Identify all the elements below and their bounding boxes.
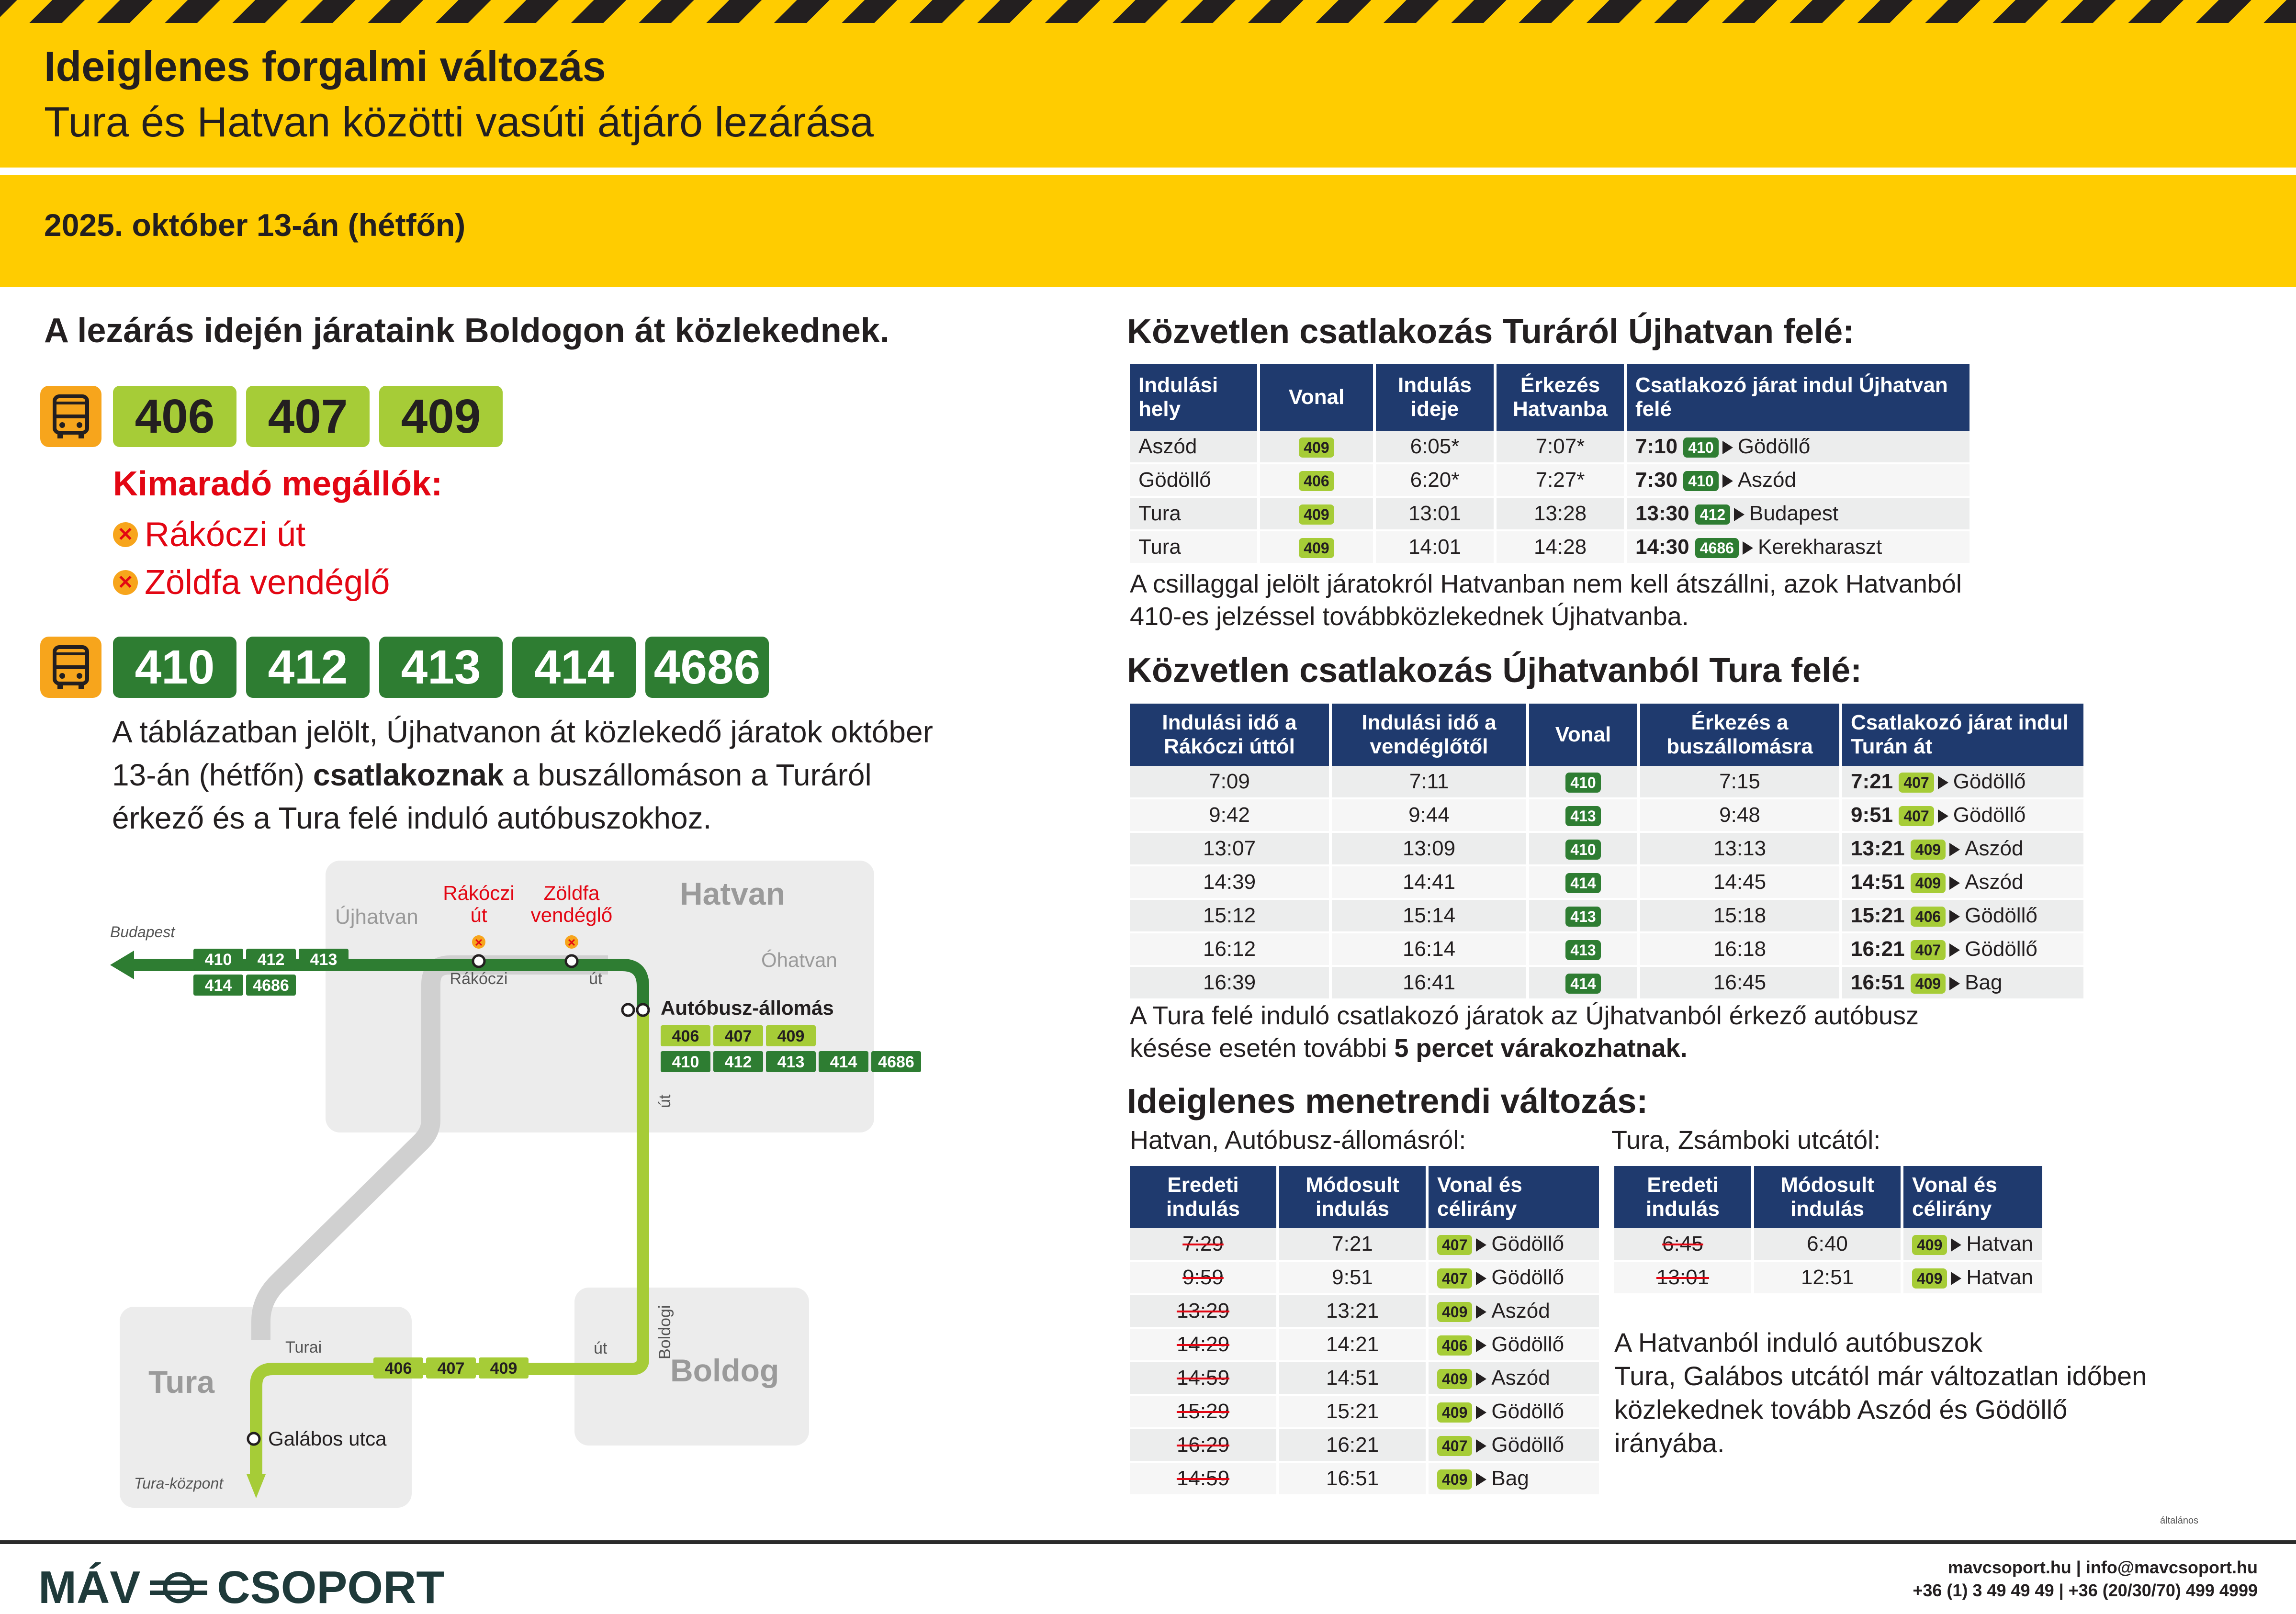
original-time: 9:59 (1182, 1266, 1224, 1289)
route-line-label: 406 (384, 1359, 412, 1378)
cell: 15:21 (1278, 1395, 1427, 1428)
col-header: Érkezés Hatvanba (1495, 364, 1625, 431)
page-subtitle: Tura és Hatvan közötti vasúti átjáró lezárása (44, 98, 874, 146)
cell: Aszód (1130, 431, 1259, 463)
line-badge: 409 (1912, 1268, 1947, 1289)
cell-dest: Gödöllő (1737, 435, 1811, 458)
cell: 14:45 (1639, 865, 1841, 899)
note-line: késése esetén további (1130, 1034, 1395, 1063)
line-badge: 410 (1683, 471, 1718, 491)
cell: 7:15 (1639, 766, 1841, 798)
street-label: út (656, 1094, 674, 1108)
cell-time: 7:10 (1635, 435, 1678, 458)
cell: 14:51 (1278, 1361, 1427, 1395)
table2-title: Közvetlen csatlakozás Újhatvanból Tura felé: (1127, 651, 1862, 690)
cell-dest: Bag (1491, 1467, 1529, 1490)
street-label: Turai (285, 1338, 322, 1356)
cell-dest: Gödöllő (1965, 937, 2037, 961)
cell: 16:51 (1278, 1462, 1427, 1495)
cell: Gödöllő (1130, 463, 1259, 497)
cell: 13:09 (1330, 832, 1528, 865)
line-badge: 413 (1565, 940, 1600, 960)
cell-time: 13:21 (1851, 837, 1905, 860)
svg-text:✕: ✕ (474, 937, 484, 949)
col-header: Vonal (1259, 364, 1374, 431)
cell-dest: Aszód (1737, 468, 1796, 492)
cell-dest: Budapest (1749, 502, 1839, 525)
original-time: 6:45 (1662, 1232, 1703, 1255)
street-label: út (589, 970, 603, 988)
label-galabos: Galábos utca (268, 1427, 387, 1450)
line-badge: 410 (1565, 840, 1600, 860)
col-header: Vonal és célirány (1902, 1166, 2044, 1228)
street-label: Rákóczi (450, 970, 508, 988)
cell-dest: Gödöllő (1491, 1433, 1564, 1457)
line-badge: 407 (1899, 773, 1934, 793)
line-badge: 406 (1911, 907, 1946, 927)
paragraph-text: A táblázatban jelölt, Újhatvanon át közlekedő járatok október 13-án (hétfőn) (112, 715, 933, 792)
bus-icon (40, 637, 101, 698)
station-line-label: 406 (672, 1027, 699, 1045)
arrow-icon (1938, 776, 1948, 789)
cell-time: 16:51 (1851, 971, 1905, 994)
doc-tag: általános (2160, 1515, 2199, 1526)
line-badge: 406 (1299, 471, 1334, 491)
table3-right-caption: Tura, Zsámboki utcától: (1611, 1126, 1881, 1154)
cell-dest: Gödöllő (1965, 904, 2037, 927)
label-tura-kozpont: Tura-központ (134, 1475, 224, 1492)
line-badge: 412 (1695, 504, 1730, 525)
bus-icon (40, 386, 101, 447)
original-time: 14:59 (1176, 1467, 1230, 1490)
label-hatvan: Hatvan (680, 876, 786, 911)
line-badge: 407 (1437, 1436, 1472, 1456)
svg-text:✕: ✕ (567, 937, 576, 949)
arrow-icon (1722, 474, 1733, 488)
line-badge: 414 (1565, 873, 1600, 893)
cell-dest: Bag (1965, 971, 2003, 994)
arrow-icon (1476, 1339, 1486, 1352)
original-time: 14:59 (1176, 1366, 1230, 1390)
station-line-label: 409 (777, 1027, 805, 1045)
cell: 7:09 (1130, 766, 1330, 798)
cancel-icon: ✕ (113, 570, 138, 595)
line-badge: 407 (1899, 806, 1934, 826)
cell: 9:44 (1330, 798, 1528, 832)
cell-dest: Gödöllő (1953, 770, 2026, 793)
col-header: Vonal (1528, 704, 1639, 766)
line-chip-409: 409 (379, 386, 503, 447)
cell: 6:20* (1374, 463, 1495, 497)
arrow-icon (1949, 943, 1960, 957)
table1 (1130, 364, 1972, 565)
line-chip-412: 412 (246, 637, 370, 698)
line-badge: 409 (1437, 1469, 1472, 1490)
arrow-icon (1476, 1439, 1486, 1453)
original-time: 15:29 (1176, 1400, 1230, 1423)
arrow-icon (1476, 1272, 1486, 1285)
cell: Tura (1130, 530, 1259, 564)
cell-time: 7:30 (1635, 468, 1678, 492)
line-badge: 409 (1437, 1402, 1472, 1423)
label-budapest: Budapest (110, 923, 175, 941)
cell: 13:13 (1639, 832, 1841, 865)
arrow-icon (1476, 1238, 1486, 1252)
table3-left-caption: Hatvan, Autóbusz-állomásról: (1130, 1126, 1466, 1154)
station-line-label: 410 (672, 1053, 699, 1071)
footer-divider (0, 1540, 2296, 1544)
arrow-icon (1722, 441, 1733, 454)
skipped-stop (113, 563, 390, 602)
cell-dest: Gödöllő (1491, 1232, 1564, 1255)
station-line-label: 4686 (878, 1053, 914, 1071)
route-line-label: 410 (204, 951, 232, 969)
table1-title: Közvetlen csatlakozás Turáról Újhatvan felé: (1127, 313, 1855, 351)
line-badge: 410 (1683, 437, 1718, 458)
line-badge: 409 (1299, 504, 1334, 525)
mav-logo (38, 1561, 444, 1614)
table3-left (1130, 1166, 1602, 1496)
cell: 13:07 (1130, 832, 1330, 865)
label-rakoczi-stop: út (470, 904, 487, 926)
table-row (1130, 1328, 1600, 1361)
table-row (1130, 798, 2085, 832)
connection-paragraph (112, 710, 955, 840)
label-rakoczi-stop: Rákóczi (443, 882, 515, 904)
station-line-label: 407 (724, 1027, 752, 1045)
col-header: Csatlakozó járat indul Turán át (1841, 704, 2085, 766)
cell-dest: Gödöllő (1491, 1266, 1564, 1289)
cell: 6:05* (1374, 431, 1495, 463)
logo-text: MÁV (38, 1562, 141, 1613)
line-badge: 406 (1437, 1335, 1472, 1356)
cell-time: 14:51 (1851, 870, 1905, 894)
route-line-label: 407 (437, 1359, 465, 1378)
arrow-icon (1949, 876, 1960, 890)
line-badge: 413 (1565, 806, 1600, 826)
table-row (1130, 497, 1971, 530)
route-line-label: 412 (257, 951, 285, 969)
note-line: A csillaggal jelölt járatokról Hatvanban nem kell átszállni, azok Hatvanból (1130, 570, 1962, 598)
route-line-label: 413 (310, 951, 338, 969)
table-row (1130, 1261, 1600, 1294)
table2-note (1130, 999, 1919, 1065)
line-badge: 409 (1911, 873, 1946, 893)
cell: 7:07* (1495, 431, 1625, 463)
cell-time: 9:51 (1851, 803, 1893, 827)
table-row (1130, 431, 1971, 463)
cell-dest: Hatvan (1966, 1266, 2033, 1289)
table-row (1130, 932, 2085, 966)
contact-phone: +36 (1) 3 49 49 49 | +36 (20/30/70) 499 4999 (1913, 1580, 2258, 1600)
street-label: út (594, 1339, 608, 1357)
original-time: 13:01 (1656, 1266, 1710, 1289)
logo-text: CSOPORT (217, 1562, 445, 1613)
line-chip-414: 414 (512, 637, 636, 698)
cell-time: 15:21 (1851, 904, 1905, 927)
cell-dest: Gödöllő (1491, 1333, 1564, 1356)
line-badge: 409 (1299, 437, 1334, 458)
contact-web[interactable]: mavcsoport.hu | info@mavcsoport.hu (1947, 1558, 2258, 1577)
line-badge: 4686 (1695, 538, 1739, 558)
cell-time: 14:30 (1635, 535, 1689, 559)
station-line-label: 413 (777, 1053, 805, 1071)
arrow-icon (1476, 1473, 1486, 1486)
table3-right (1614, 1166, 2045, 1295)
cell-dest: Hatvan (1966, 1232, 2033, 1255)
col-header: Indulási idő a vendéglőtől (1330, 704, 1528, 766)
left-title: A lezárás idején járataink Boldogon át közlekednek. (44, 312, 889, 350)
cell-dest: Kerekharaszt (1757, 535, 1882, 559)
original-time: 16:29 (1176, 1433, 1230, 1457)
arrow-icon (1949, 910, 1960, 923)
col-header: Módosult indulás (1278, 1166, 1427, 1228)
cell: 16:18 (1639, 932, 1841, 966)
line-badge: 409 (1911, 974, 1946, 994)
cell: 16:39 (1130, 966, 1330, 999)
line-chip-4686: 4686 (645, 637, 769, 698)
line-badge: 409 (1437, 1369, 1472, 1389)
cell: 14:01 (1374, 530, 1495, 564)
cancel-icon: ✕ (113, 522, 138, 547)
line-chip-407: 407 (246, 386, 370, 447)
cell: 9:42 (1130, 798, 1330, 832)
label-ujhatvan: Újhatvan (335, 905, 418, 929)
cell-time: 13:30 (1635, 502, 1689, 525)
original-time: 7:29 (1182, 1232, 1224, 1255)
cell-dest: Gödöllő (1491, 1400, 1564, 1423)
stop-zoldfa (566, 955, 577, 967)
table-row (1130, 1294, 1600, 1328)
col-header: Indulás ideje (1374, 364, 1495, 431)
col-header: Indulási hely (1130, 364, 1259, 431)
arrow-icon (1743, 541, 1753, 555)
line-badge: 413 (1565, 907, 1600, 927)
table-row (1614, 1228, 2044, 1261)
cell: 7:21 (1278, 1228, 1427, 1261)
note-emphasis: 5 percet várakozhatnak. (1394, 1034, 1688, 1063)
line-chip-413: 413 (379, 637, 503, 698)
table-row (1130, 463, 1971, 497)
table-row (1614, 1261, 2044, 1294)
table-row (1130, 1462, 1600, 1495)
cell: 15:14 (1330, 899, 1528, 932)
cell: 15:18 (1639, 899, 1841, 932)
line-badge: 409 (1911, 840, 1946, 860)
route-line-label: 409 (490, 1359, 518, 1378)
stop-station-b (637, 1004, 649, 1016)
arrow-icon (1476, 1372, 1486, 1386)
table-row (1130, 766, 2085, 798)
line-badge: 409 (1437, 1302, 1472, 1322)
skipped-stop (113, 515, 305, 554)
table-row (1130, 865, 2085, 899)
cell: 7:11 (1330, 766, 1528, 798)
cell: 14:21 (1278, 1328, 1427, 1361)
arrow-icon (1951, 1238, 1961, 1252)
cell: 16:45 (1639, 966, 1841, 999)
table-row (1130, 899, 2085, 932)
arrow-icon (1476, 1406, 1486, 1419)
table3-note (1614, 1326, 2147, 1460)
cell: 7:27* (1495, 463, 1625, 497)
cell: 16:41 (1330, 966, 1528, 999)
table1-note (1130, 568, 1962, 633)
date-label: 2025. október 13-án (hétfőn) (44, 207, 466, 243)
note-line: A Tura felé induló csatlakozó járatok az Újhatvanból érkező autóbusz (1130, 1001, 1919, 1030)
route-map (96, 852, 938, 1522)
cell: 14:41 (1330, 865, 1528, 899)
label-zoldfa-stop: vendéglő (530, 904, 613, 926)
label-station: Autóbusz-állomás (661, 997, 834, 1019)
table3-title: Ideiglenes menetrendi változás: (1127, 1082, 1648, 1121)
route-line-label: 4686 (253, 976, 289, 995)
stop-galabos (248, 1433, 259, 1445)
note-line: irányába. (1614, 1428, 1725, 1458)
station-line-label: 412 (724, 1053, 752, 1071)
table-row (1130, 966, 2085, 999)
col-header: Módosult indulás (1753, 1166, 1902, 1228)
col-header: Vonal és célirány (1427, 1166, 1600, 1228)
line-badge: 409 (1299, 538, 1334, 558)
label-tura: Tura (148, 1364, 215, 1400)
line-chip-410: 410 (113, 637, 236, 698)
arrow-icon (1949, 977, 1960, 990)
label-boldog: Boldog (670, 1353, 779, 1388)
street-label: Boldogi (656, 1305, 674, 1359)
table-row (1130, 530, 1971, 564)
note-line: Tura, Galábos utcától már változatlan időben (1614, 1361, 2147, 1391)
paragraph-emphasis: csatlakoznak (313, 758, 504, 792)
arrow-icon (1949, 843, 1960, 856)
cell: 16:14 (1330, 932, 1528, 966)
skipped-stops-label: Kimaradó megállók: (113, 465, 443, 503)
note-line: A Hatvanból induló autóbuszok (1614, 1327, 1982, 1357)
label-zoldfa-stop: Zöldfa (543, 882, 600, 904)
arrow-icon (1734, 508, 1745, 521)
cell: 13:28 (1495, 497, 1625, 530)
cell: 14:39 (1130, 865, 1330, 899)
hazard-stripes (0, 0, 2296, 23)
line-badge: 407 (1437, 1268, 1472, 1289)
stop-rakoczi (473, 955, 484, 967)
budapest-arrow (110, 951, 134, 979)
cell-dest: Aszód (1491, 1299, 1550, 1323)
route-line-label: 414 (204, 976, 232, 995)
cell-dest: Aszód (1491, 1366, 1550, 1390)
line-badge: 409 (1912, 1235, 1947, 1255)
note-line: 410-es jelzéssel továbbközlekednek Újhatvanba. (1130, 602, 1689, 631)
table-row (1130, 1228, 1600, 1261)
cell: 12:51 (1753, 1261, 1902, 1294)
cell: 6:40 (1753, 1228, 1902, 1261)
col-header: Csatlakozó járat indul Újhatvan felé (1625, 364, 1971, 431)
line-badge: 407 (1911, 940, 1946, 960)
cell: 13:21 (1278, 1294, 1427, 1328)
cell-time: 16:21 (1851, 937, 1905, 961)
cell: Tura (1130, 497, 1259, 530)
cell: 15:12 (1130, 899, 1330, 932)
line-badge: 414 (1565, 974, 1600, 994)
paragraph-text: a buszállomáson a Turáról érkező és a Tura felé induló autóbuszokhoz. (112, 758, 872, 835)
cell: 14:28 (1495, 530, 1625, 564)
note-line: közlekednek tovább Aszód és Gödöllő (1614, 1394, 2068, 1424)
header-divider (0, 168, 2296, 175)
logo-mark-icon (150, 1571, 207, 1604)
cell-time: 7:21 (1851, 770, 1893, 793)
cell: 13:01 (1374, 497, 1495, 530)
cell: 9:48 (1639, 798, 1841, 832)
cell: 9:51 (1278, 1261, 1427, 1294)
cell-dest: Gödöllő (1953, 803, 2026, 827)
col-header: Érkezés a buszállomásra (1639, 704, 1841, 766)
cell-dest: Aszód (1965, 837, 2024, 860)
line-badge: 410 (1565, 773, 1600, 793)
arrow-icon (1938, 809, 1948, 823)
label-ohatvan: Óhatvan (761, 949, 837, 971)
skipped-stop-name: Zöldfa vendéglő (145, 563, 390, 602)
page-title: Ideiglenes forgalmi változás (44, 43, 606, 90)
cell: 16:12 (1130, 932, 1330, 966)
stop-station-a (622, 1004, 634, 1016)
cell: 16:21 (1278, 1428, 1427, 1462)
table-row (1130, 1395, 1600, 1428)
line-badge: 407 (1437, 1235, 1472, 1255)
table-row (1130, 1361, 1600, 1395)
col-header: Eredeti indulás (1130, 1166, 1278, 1228)
arrow-icon (1476, 1305, 1486, 1319)
original-time: 13:29 (1176, 1299, 1230, 1323)
table2 (1130, 704, 2086, 1000)
original-time: 14:29 (1176, 1333, 1230, 1356)
cell-dest: Aszód (1965, 870, 2024, 894)
table-row (1130, 1428, 1600, 1462)
col-header: Indulási idő a Rákóczi úttól (1130, 704, 1330, 766)
line-chip-406: 406 (113, 386, 236, 447)
col-header: Eredeti indulás (1614, 1166, 1753, 1228)
arrow-icon (1951, 1272, 1961, 1285)
station-line-label: 414 (830, 1053, 857, 1071)
skipped-stop-name: Rákóczi út (145, 516, 306, 554)
table-row (1130, 832, 2085, 865)
